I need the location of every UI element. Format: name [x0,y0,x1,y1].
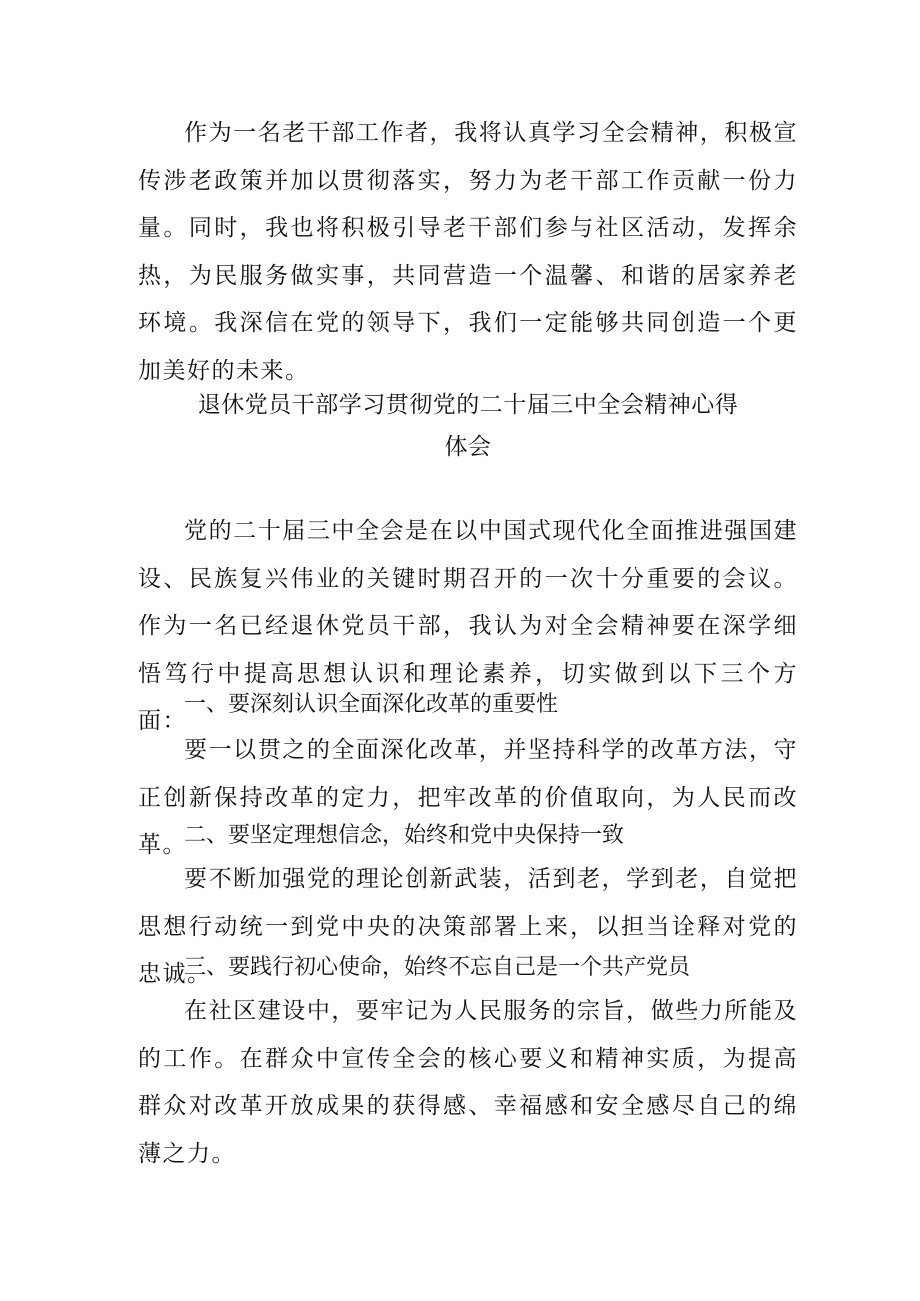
section-heading-2: 二、要坚定理想信念，始终和党中央保持一致 [184,823,625,848]
section-body-3: 在社区建设中，要牢记为人民服务的宗旨，做些力所能及的工作。在群众中宣传全会的核心要义和精神实质，为提高群众对改革开放成果的获得感、幸福感和安全感尽自己的绵薄之力。 [138,998,798,1167]
intro-paragraph: 作为一名老干部工作者，我将认真学习全会精神，积极宣传涉老政策并加以贯彻落实，努力为老干部工作贡献一份力量。同时，我也将积极引导老干部们参与社区活动，发挥余热，为民服务做实事，共同营造一个温馨、和谐的居家养老环境。我深信在党的领导下，我们一定能够共同创造一个更加美好的未来。 [138,120,798,384]
section-body-2: 要不断加强党的理论创新武装，活到老，学到老，自觉把思想行动统一到党中央的决策部署上来，以担当诠释对党的忠诚。 [138,866,798,987]
section-body-1: 要一以贯之的全面深化改革，并坚持科学的改革方法，守正创新保持改革的定力，把牢改革的价值取向，为人民而改革。 [138,737,798,858]
article-title-line-1: 退休党员干部学习贯彻党的二十届三中全会精神心得 [197,392,739,418]
opening-paragraph: 党的二十届三中全会是在以中国式现代化全面推进强国建设、民族复兴伟业的关键时期召开的一次十分重要的会议。作为一名已经退休党员干部，我认为对全会精神要在深学细悟笃行中提高思想认识和理论素养，切实做到以下三个方面： [138,518,798,734]
section-heading-1: 一、要深刻认识全面深化改革的重要性 [184,692,559,717]
section-heading-3: 三、要践行初心使命，始终不忘自己是一个共产党员 [184,955,691,980]
article-title-line-2: 体会 [444,434,492,460]
